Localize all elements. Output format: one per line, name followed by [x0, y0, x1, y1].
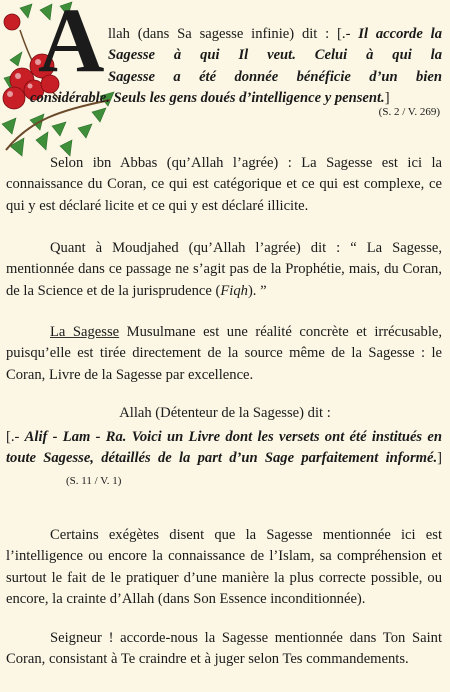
verse-1-line-1 [108, 24, 442, 45]
verse-1-quote-3: Sagesse a été donnée bénéficie d’un bien [108, 68, 442, 85]
paragraph-moudjahed [6, 238, 442, 302]
verse-1-quote-1: Il accorde la [358, 26, 443, 42]
verse-1-quote-4: considérable. Seuls les gens doués d’intelligence y pensent. [30, 90, 385, 106]
verse-1-intro: llah (dans Sa sagesse infinie) dit : [.- [108, 26, 359, 42]
verse-2 [6, 427, 442, 492]
moudjahed-text: Quant à Moudjahed (qu’Allah l’agrée) dit : “ La Sagesse, mentionnée dans ce passage ne s’agit pas de la Prophétie, mais, du Coran, de la Science et de la jurisprudence ( [6, 240, 442, 299]
sagesse-rest: Musulmane est une réalité concrète et irrécusable, puisqu’elle est tirée directement de la source même de la Sagesse : le Coran, Livre de la Sagesse par excellence. [6, 324, 443, 383]
paragraph-ibn-abbas: Selon ibn Abbas (qu’Allah l’agrée) : La Sagesse est ici la connaissance du Coran, ce qui est catégorique et ce qui est complexe, ce qui y est déclaré licite et ce qui y est déclaré illicite. [6, 155, 442, 214]
verse-1-reference: (S. 2 / V. 269) [378, 106, 440, 118]
verse-1 [108, 24, 442, 88]
paragraph-sagesse [6, 322, 442, 386]
verse-1-quote-2: Sagesse à qui Il veut. Celui à qui la [108, 47, 442, 64]
verse-2-reference: (S. 11 / V. 1) [66, 474, 122, 487]
verse-1-close: ] [384, 90, 390, 106]
sagesse-underlined: La Sagesse [50, 324, 120, 340]
moudjahed-close: ). ” [247, 282, 267, 299]
drop-cap: A [38, 0, 105, 91]
paragraph-exegetes: Certains exégètes disent que la Sagesse mentionnée ici est l’intelligence ou encore la connaissance de l’Islam, sa compréhension et surtout le fait de le pratiquer d’une manière la plus correcte possible, ou encore, la crainte d’Allah (dans Son Essence inconditionnée). [6, 527, 442, 607]
fiqh-term: Fiqh [220, 282, 248, 299]
verse-2-open: [.- [6, 429, 25, 445]
paragraph-prayer: Seigneur ! accorde-nous la Sagesse mentionnée dans Ton Saint Coran, consistant à Te craindre et à juger selon Tes commandements. [6, 630, 442, 668]
allah-says-heading: Allah (Détenteur de la Sagesse) dit : [119, 405, 331, 421]
verse-2-quote: Alif - Lam - Ra. Voici un Livre dont les versets ont été institués en toute Sagesse, détaillés de la part d’un Sage parfaitement informé. [6, 429, 442, 467]
verse-2-close: ] [437, 450, 442, 467]
